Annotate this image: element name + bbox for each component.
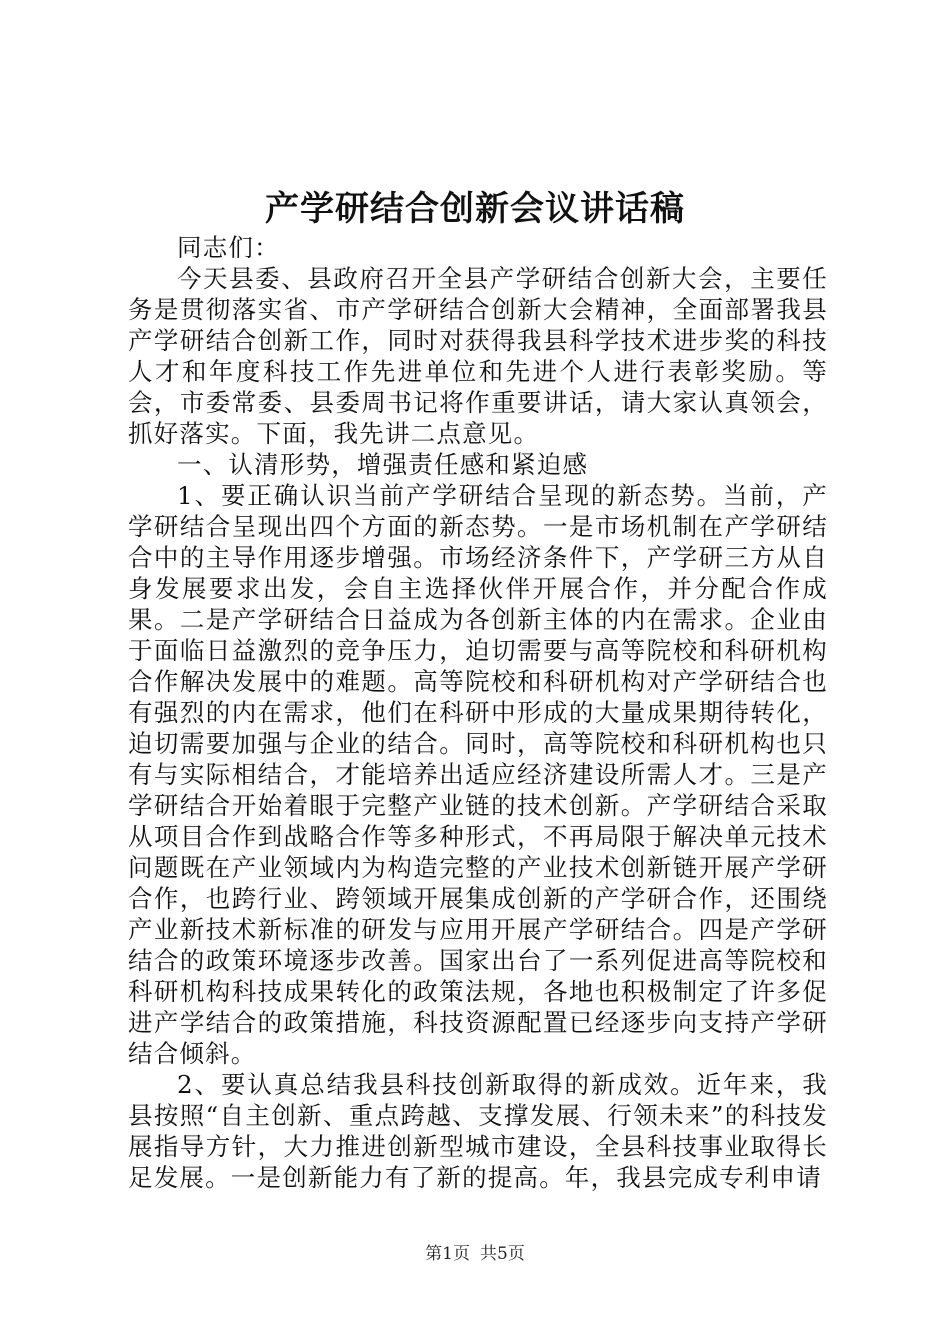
page-number: 第1页 <box>425 1244 470 1264</box>
intro-paragraph: 今天县委、县政府召开全县产学研结合创新大会，主要任务是贯彻落实省、市产学研结合创新大会精神，全面部署我县产学研结合创新工作，同时对获得我县科学技术进步奖的科技人才和年度科技工作先进单位和先进个人进行表彰奖励。等会，市委常委、县委周书记将作重要讲话，请大家认真领会，抓好落实。下面，我先讲二点意见。 <box>128 264 828 448</box>
document-body <box>128 232 828 1193</box>
page-total: 共5页 <box>480 1244 525 1264</box>
paragraph-point-1: 1、要正确认识当前产学研结合呈现的新态势。当前，产学研结合呈现出四个方面的新态势。一是市场机制在产学研结合中的主导作用逐步增强。市场经济条件下，产学研三方从自身发展要求出发，会自主选择伙伴开展合作，并分配合作成果。二是产学研结合日益成为各创新主体的内在需求。企业由于面临日益激烈的竞争压力，迫切需要与高等院校和科研机构合作解决发展中的难题。高等院校和科研机构对产学研结合也有强烈的内在需求，他们在科研中形成的大量成果期待转化，迫切需要加强与企业的结合。同时，高等院校和科研机构也只有与实际相结合，才能培养出适应经济建设所需人才。三是产学研结合开始着眼于完整产业链的技术创新。产学研结合采取从项目合作到战略合作等多种形式，不再局限于解决单元技术问题既在产业领域内为构造完整的产业技术创新链开展产学研合作，也跨行业、跨领域开展集成创新的产学研合作，还围绕产业新技术新标准的研发与应用开展产学研结合。四是产学研结合的政策环境逐步改善。国家出台了一系列促进高等院校和科研机构科技成果转化的政策法规，各地也积极制定了许多促进产学结合的政策措施，科技资源配置已经逐步向支持产学研结合倾斜。 <box>128 481 828 1068</box>
page-footer <box>0 1242 950 1266</box>
paragraph-point-2: 2、要认真总结我县科技创新取得的新成效。近年来，我县按照“自主创新、重点跨越、支撑发展、行领未来”的科技发展指导方针，大力推进创新型城市建设，全县科技事业取得长足发展。一是创新能力有了新的提高。年，我县完成专利申请 <box>128 1070 828 1192</box>
document-title: 产学研结合创新会议讲话稿 <box>265 189 685 229</box>
salutation: 同志们： <box>177 233 280 262</box>
section-heading: 一、认清形势，增强责任感和紧迫感 <box>177 450 589 479</box>
